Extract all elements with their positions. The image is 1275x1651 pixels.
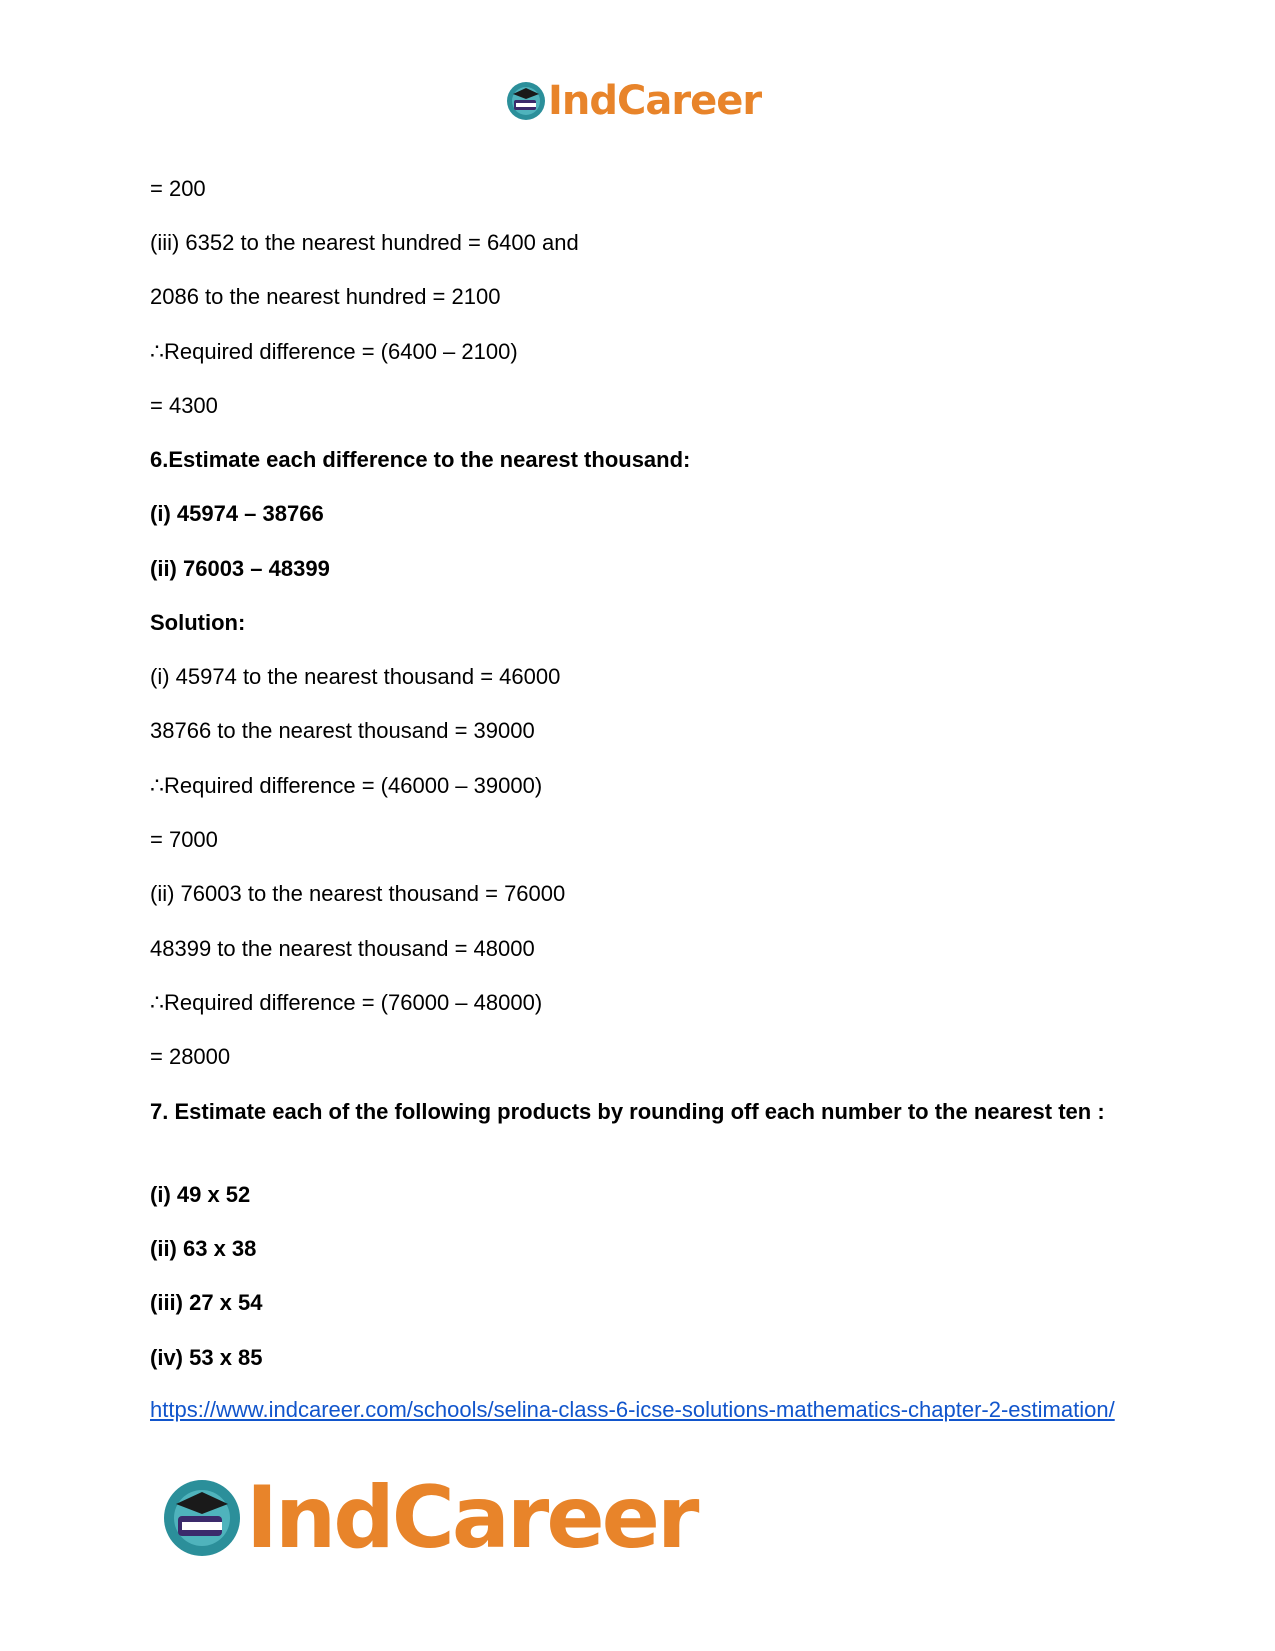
text-line: 38766 to the nearest thousand = 39000 [150, 718, 535, 743]
text-line: ∴Required difference = (46000 – 39000) [150, 773, 543, 798]
graduation-book-icon [160, 1476, 244, 1560]
solution-heading: Solution: [150, 610, 246, 635]
text-line: = 7000 [150, 827, 218, 852]
text-line: ∴Required difference = (76000 – 48000) [150, 990, 543, 1015]
indcareer-logo-bottom [160, 1468, 696, 1568]
question-part: (iv) 53 x 85 [150, 1345, 263, 1370]
question-heading: 7. Estimate each of the following products by rounding off each number to the nearest ten : [150, 1099, 1105, 1124]
source-link[interactable]: https://www.indcareer.com/schools/selina-class-6-icse-solutions-mathematics-chapter-2-estimation/ [150, 1397, 1115, 1422]
question-part: (iii) 27 x 54 [150, 1290, 263, 1315]
text-line: = 4300 [150, 393, 218, 418]
text-line: = 200 [150, 176, 206, 201]
text-line: (ii) 76003 to the nearest thousand = 76000 [150, 881, 566, 906]
graduation-book-icon [505, 80, 547, 122]
question-heading: 6.Estimate each difference to the nearest thousand: [150, 447, 691, 472]
question-part: (i) 45974 – 38766 [150, 501, 324, 526]
logo-wordmark: IndCareer [246, 1468, 697, 1568]
logo-wordmark: IndCareer [548, 78, 762, 124]
question-part: (ii) 76003 – 48399 [150, 556, 330, 581]
text-line: 48399 to the nearest thousand = 48000 [150, 936, 535, 961]
text-line: (i) 45974 to the nearest thousand = 46000 [150, 664, 561, 689]
question-part: (i) 49 x 52 [150, 1182, 251, 1207]
text-line: = 28000 [150, 1044, 231, 1069]
question-part: (ii) 63 x 38 [150, 1236, 257, 1261]
text-line: (iii) 6352 to the nearest hundred = 6400 and [150, 230, 579, 255]
text-line: ∴Required difference = (6400 – 2100) [150, 339, 518, 364]
text-line: 2086 to the nearest hundred = 2100 [150, 284, 501, 309]
indcareer-logo-top [505, 78, 761, 124]
